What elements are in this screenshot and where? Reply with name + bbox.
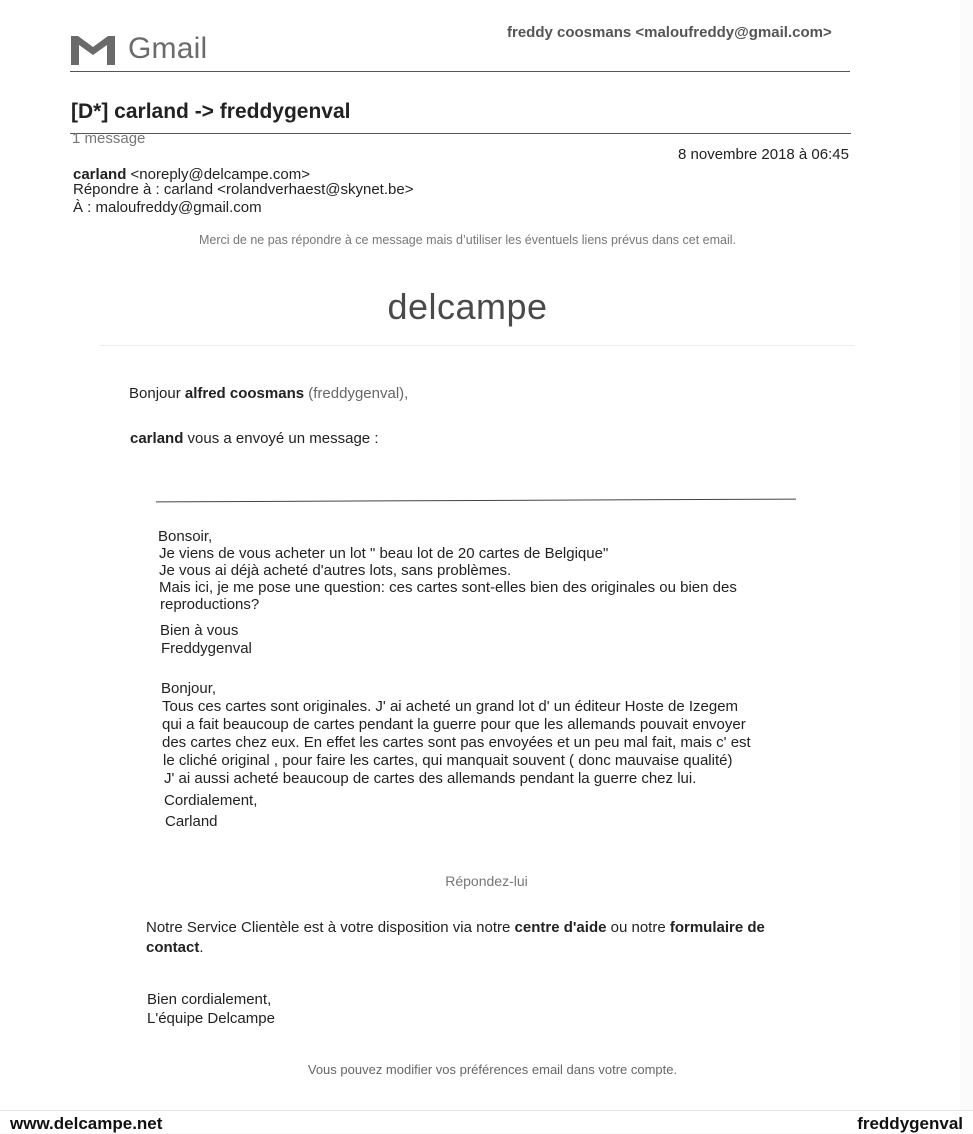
footer-username: freddygenval — [857, 1114, 963, 1133]
service-text: . — [199, 939, 204, 956]
service-text: Notre Service Clientèle est à votre disposition via notre — [146, 919, 511, 936]
to-line — [73, 198, 262, 217]
answer-line: J' ai aussi acheté beaucoup de cartes des allemands pendant la guerre chez lui. — [164, 770, 697, 787]
message-count: 1 message — [72, 130, 146, 147]
help-center-link[interactable]: centre d'aide — [514, 919, 607, 936]
answer-line: Carland — [165, 813, 218, 830]
no-reply-notice: Merci de ne pas répondre à ce message mais d’utiliser les éventuels liens prévus dans cet email. — [198, 233, 737, 247]
footer-url: www.delcampe.net — [10, 1114, 163, 1133]
answer-line: des cartes chez eux. En effet les cartes sont pas envoyées et un peu mal fait, mais c' est — [162, 734, 751, 751]
reply-to-line — [73, 180, 413, 199]
gmail-envelope-icon — [68, 30, 118, 68]
gmail-wordmark: Gmail — [128, 32, 208, 65]
gmail-logo — [68, 30, 207, 68]
sender-email: <noreply@delcampe.com> — [130, 166, 311, 183]
reply-to-label: Répondre à : — [73, 181, 160, 198]
intro-line — [130, 430, 378, 447]
reply-link[interactable]: Répondez-lui — [445, 873, 528, 889]
subject-divider — [70, 133, 851, 134]
reply-to-address: carland <rolandverhaest@skynet.be> — [163, 181, 414, 198]
question-line: Je vous ai déjà acheté d'autres lots, sans problèmes. — [159, 562, 512, 579]
message-date: 8 novembre 2018 à 06:45 — [678, 146, 849, 163]
closing-signature: L'équipe Delcampe — [147, 1010, 275, 1027]
contact-form-link[interactable]: formulaire de contact — [146, 919, 765, 956]
answer-line: Bonjour, — [161, 680, 217, 697]
question-line: Mais ici, je me pose une question: ces cartes sont-elles bien des originales ou bien des — [159, 579, 737, 596]
preferences-note: Vous pouvez modifier vos préférences email dans votre compte. — [307, 1062, 678, 1077]
brand-divider — [100, 345, 855, 346]
to-label: À : — [73, 199, 92, 216]
question-line: Freddygenval — [161, 640, 252, 657]
question-line: reproductions? — [160, 596, 260, 613]
recipient-username: (freddygenval), — [308, 385, 409, 402]
greeting — [129, 385, 408, 402]
answer-line: Cordialement, — [164, 792, 258, 809]
question-line: Je viens de vous acheter un lot " beau lot de 20 cartes de Belgique" — [159, 545, 609, 562]
recipient-name: alfred coosmans — [184, 385, 305, 402]
intro-text: vous a envoyé un message : — [187, 430, 379, 447]
answer-line: le cliché original , pour faire les cartes, qui manquait souvent ( donc mauvaise qualité) — [163, 752, 733, 769]
question-line: Bonsoir, — [158, 528, 213, 545]
answer-line: Tous ces cartes sont originales. J' ai acheté un grand lot d' un éditeur Hoste de Izegem — [162, 698, 739, 715]
question-line: Bien à vous — [160, 622, 239, 639]
header-divider — [70, 71, 850, 72]
delcampe-logo: delcampe — [387, 286, 548, 327]
greeting-prefix: Bonjour — [129, 385, 181, 402]
service-text: ou notre — [610, 919, 666, 936]
sender-name: carland — [73, 166, 127, 183]
closing-line: Bien cordialement, — [147, 991, 272, 1008]
closing — [147, 990, 275, 1028]
answer-line: qui a fait beaucoup de cartes pendant la guerre pour que les allemands pouvait envoyer — [162, 716, 746, 733]
account-identity: freddy coosmans <maloufreddy@gmail.com> — [507, 24, 832, 41]
customer-service-note — [146, 918, 796, 958]
thread-subject: [D*] carland -> freddygenval — [71, 100, 351, 123]
intro-sender: carland — [130, 430, 184, 447]
to-address: maloufreddy@gmail.com — [95, 199, 262, 216]
